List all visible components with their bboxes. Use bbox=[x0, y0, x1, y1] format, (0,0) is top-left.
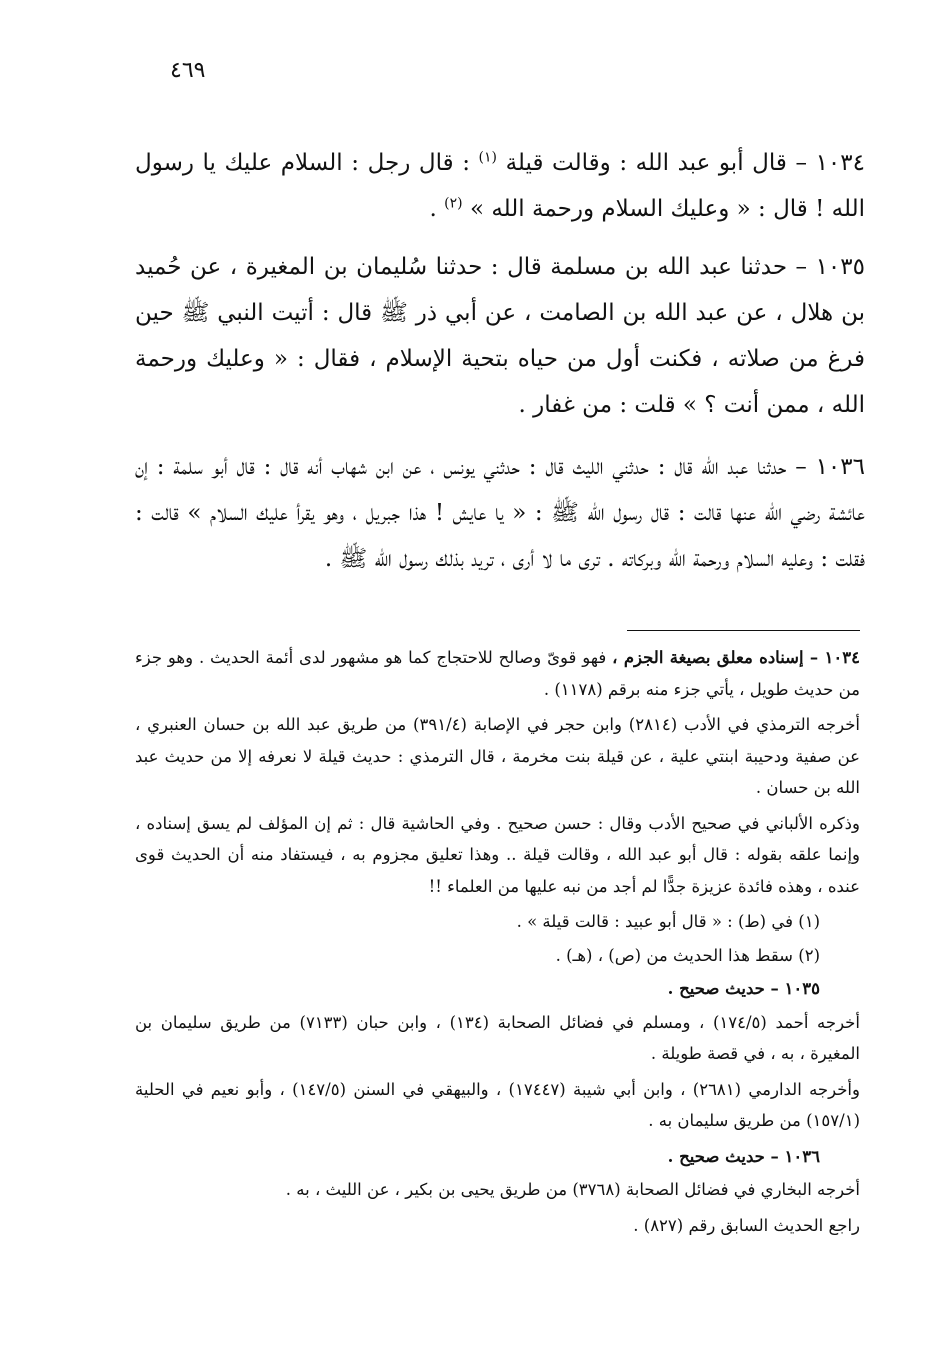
hadith-1034-text-c: . bbox=[429, 196, 445, 222]
note-1034 bbox=[135, 642, 860, 705]
note-1036-heading: ١٠٣٦ – حديث صحيح . bbox=[667, 1146, 820, 1166]
footnote-ref-2[interactable]: (٢) bbox=[444, 195, 463, 212]
page-number: ٤٦٩ bbox=[170, 58, 206, 83]
notes-section bbox=[135, 642, 860, 1245]
note-1034-paragraph-3: وذكره الألباني في صحيح الأدب وقال : حسن صحيح . وفي الحاشية قال : ثم إن المؤلف لم يسق إسناده ، وإنما علقه بقوله : قال أبو عبد الله ، وقالت قيلة .. وهذا تعليق مجزوم به ، فيستفاد منه أن الحديث قوى عنده ، وهذه فائدة عزيزة جدًّا لم أجد من نبه عليها من العلماء !! bbox=[135, 813, 860, 896]
note-1035-paragraph-1: أخرجه أحمد (١٧٤/٥) ، ومسلم في فضائل الصحابة (١٣٤) ، وابن حبان (٧١٣٣) من طريق سليمان بن المغيرة ، به ، في قصة طويلة . bbox=[135, 1012, 860, 1063]
hadith-1035: ١٠٣٥ – حدثنا عبد الله بن مسلمة قال : حدثنا سُليمان بن المغيرة ، عن حُميد بن هلال ، عن عبد الله بن الصامت ، عن أبي ذر ﷺ قال : أتيت النبي ﷺ حين فرغ من صلاته ، فكنت أول من حياه بتحية الإسلام ، فقال : « وعليك ورحمة الله ، ممن أنت ؟ » قلت : من غفار . bbox=[135, 254, 865, 418]
footnote-ref-1[interactable]: (١) bbox=[478, 149, 498, 166]
note-1035-paragraph-2: وأخرجه الدارمي (٢٦٨١) ، وابن أبي شيبة (١٧٤٤٧) ، والبيهقي في السنن (١٤٧/٥) ، وأبو نعيم في الحلية (١٥٧/١) من طريق سليمان به . bbox=[135, 1079, 860, 1130]
hadith-1036: ١٠٣٦ – حدثنا عبد الله قال : حدثني الليث قال : حدثني يونس ، عن ابن شهاب أنه قال : قال أبو سلمة : إن عائشة رضي الله عنها قالت : قال رسول الله ﷺ : « يا عايش ! هذا جبريل ، وهو يقرأ عليك السلام » قالت : فقلت : وعليه السلام ورحمة الله وبركاته . ترى ما لا أرى ، تريد بذلك رسول الله ﷺ . bbox=[135, 454, 865, 572]
note-1034-paragraph-2: أخرجه الترمذي في الأدب (٢٨١٤) وابن حجر في الإصابة (٣٩١/٤) من طريق عبد الله بن حسان العنبري ، عن صفية ودحيبة ابنتي علية ، عن قيلة بنت مخرمة ، قال الترمذي : حديث قيلة لا نعرفه إلا من حديث عبد الله بن حسان . bbox=[135, 715, 860, 797]
hadith-1034 bbox=[135, 140, 865, 232]
main-text bbox=[135, 140, 865, 594]
hadith-1034-text-a: ١٠٣٤ – قال أبو عبد الله : وقالت قيلة bbox=[497, 150, 865, 176]
note-1034-text: فهو قوىّ وصالح للاحتجاج كما هو مشهور لدى أئمة الحديث . وهو جزء من حديث طويل ، يأتي جزء منه برقم (١١٧٨) . bbox=[135, 648, 860, 699]
footnote-divider bbox=[627, 630, 860, 631]
note-1036-paragraph-2: راجع الحديث السابق رقم (٨٢٧) . bbox=[633, 1215, 860, 1235]
note-1035-heading: ١٠٣٥ – حديث صحيح . bbox=[667, 979, 820, 998]
footnote-2: (٢) سقط هذا الحديث من (ص) ، (هـ) . bbox=[555, 945, 820, 965]
footnote-1: (١) في (ط) : « قال أبو عبيد : قالت قيلة » . bbox=[516, 912, 820, 931]
note-1034-heading: ١٠٣٤ – إسناده معلق بصيغة الجزم ، bbox=[612, 648, 860, 667]
note-1036-paragraph-1: أخرجه البخاري في فضائل الصحابة (٣٧٦٨) من طريق يحيى بن بكير ، عن الليث ، به . bbox=[285, 1180, 860, 1199]
hadith-1034-text-b: : قال رجل : السلام عليك يا رسول الله ! قال : « وعليك السلام ورحمة الله » bbox=[135, 150, 865, 222]
